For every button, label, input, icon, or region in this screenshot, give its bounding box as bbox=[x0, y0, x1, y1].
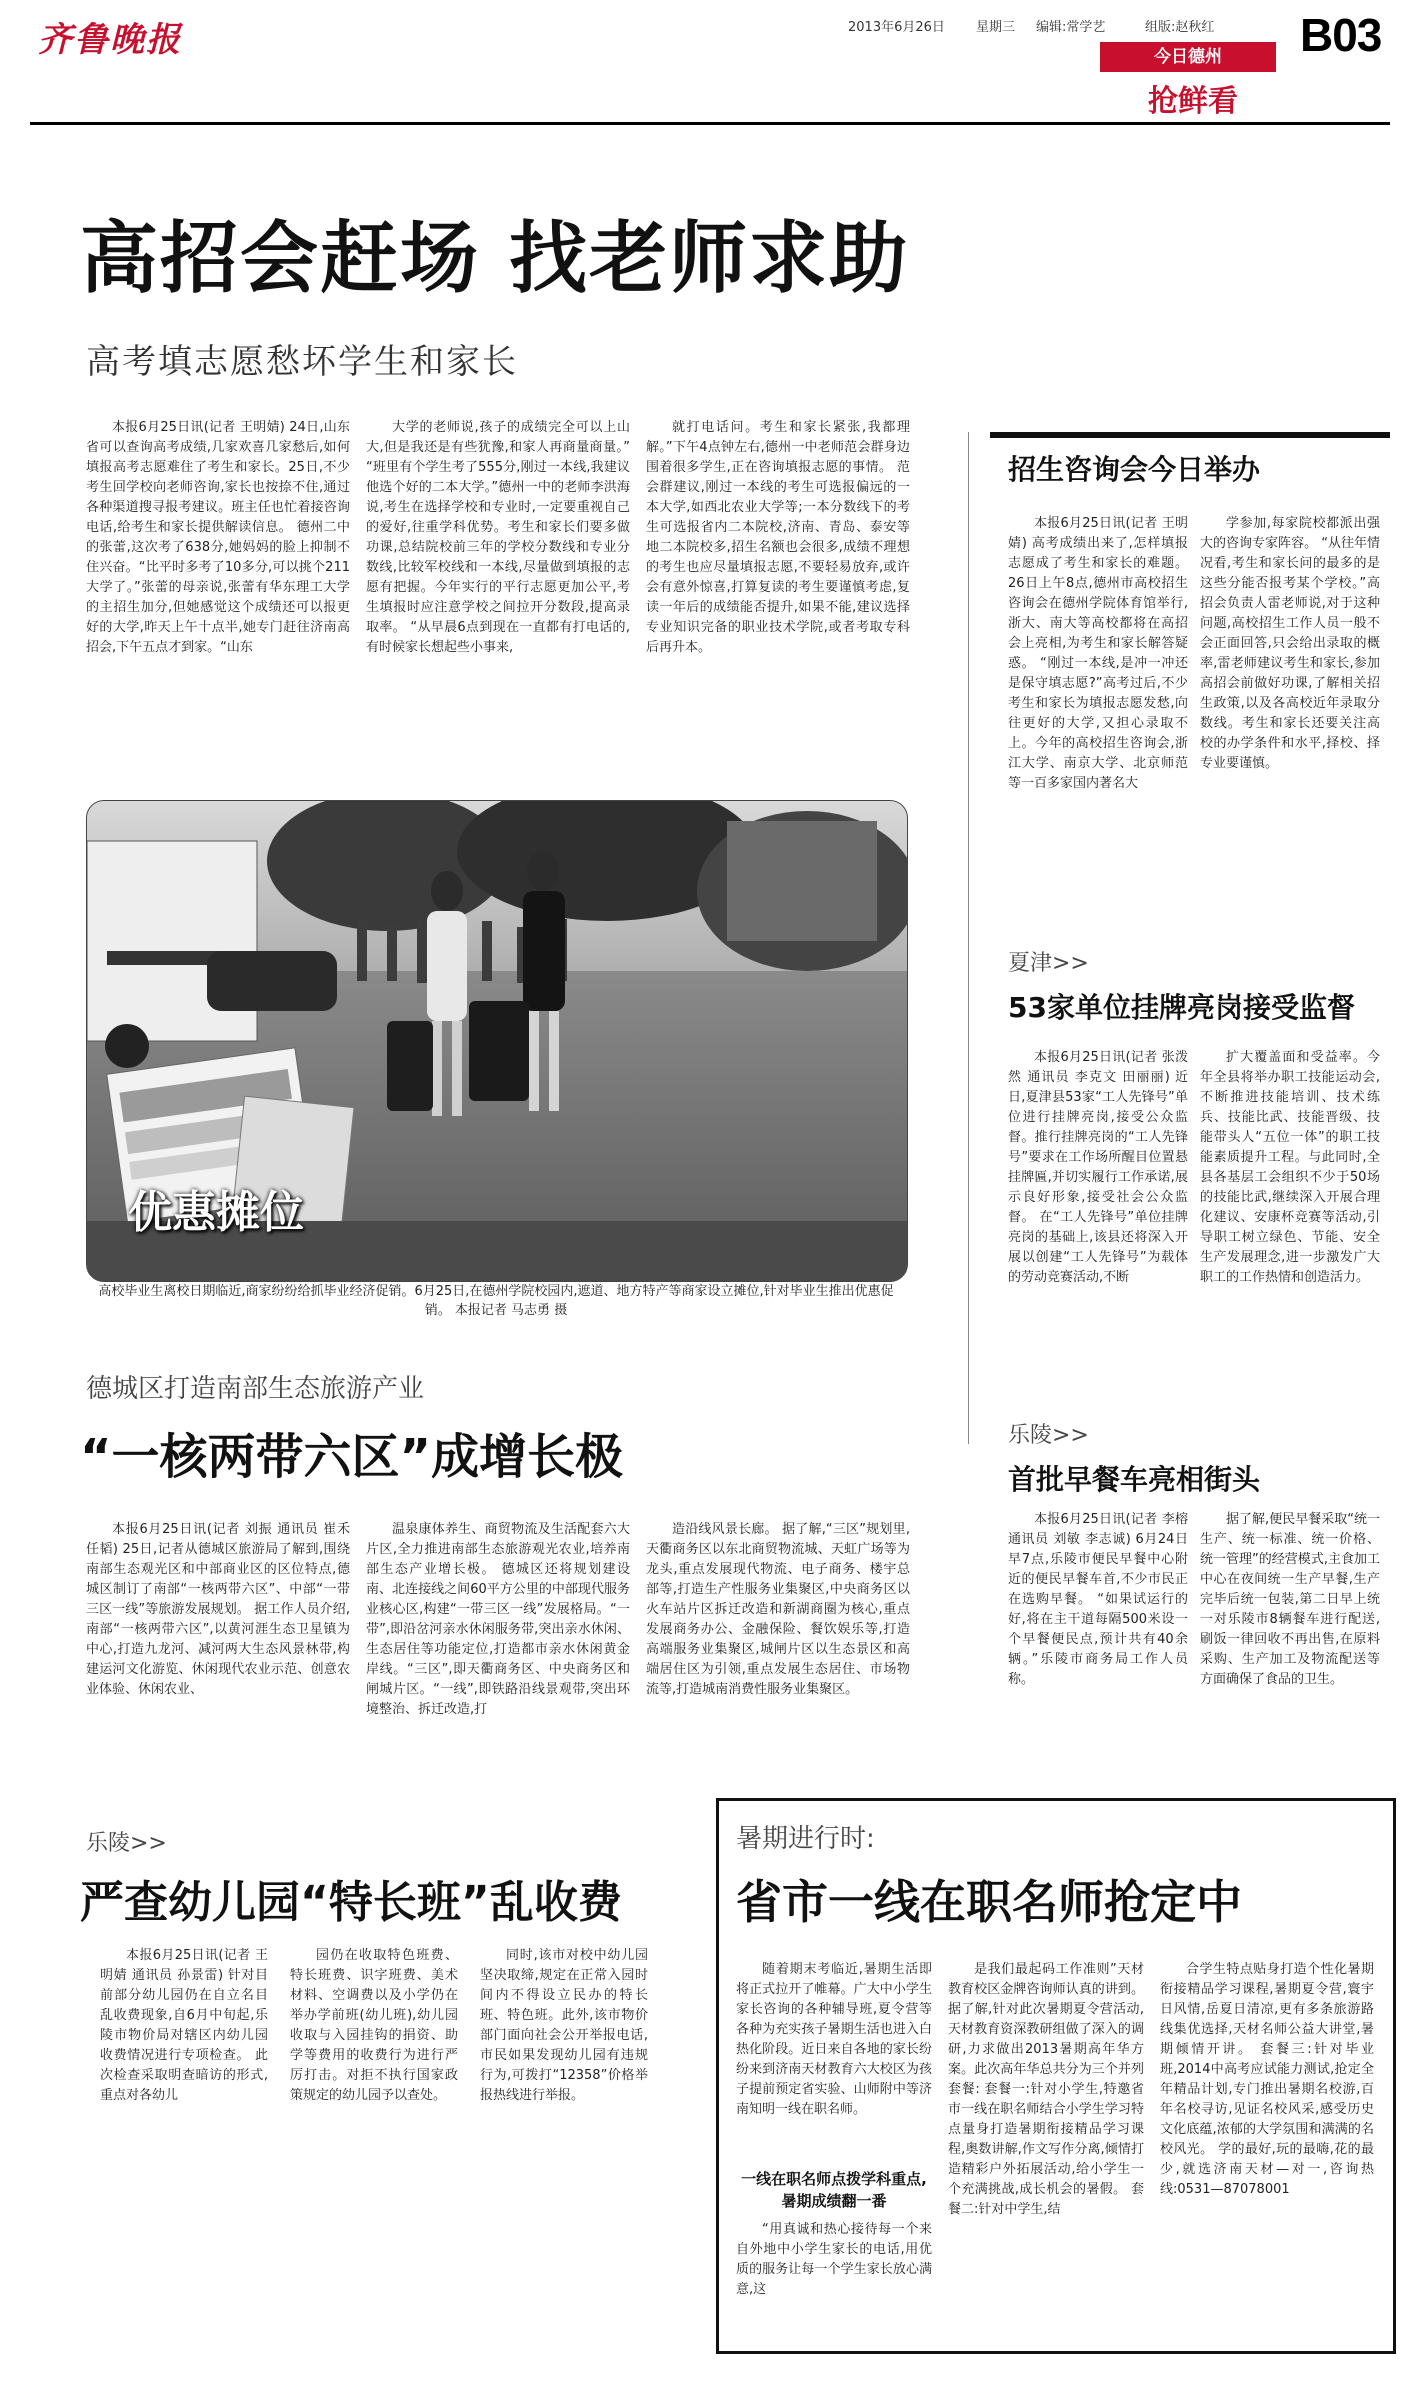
box-story-kicker: 暑期进行时: bbox=[736, 1824, 875, 1854]
section-name: 抢鲜看 bbox=[1148, 84, 1238, 119]
editor-credit: 编辑:常学艺 bbox=[1036, 20, 1106, 35]
sidebar-top-rule bbox=[990, 432, 1390, 438]
box-story-headline: 省市一线在职名师抢定中 bbox=[736, 1875, 1242, 1929]
story3-col-3: 同时,该市对校中幼儿园坚决取缔,规定在正常入园时间内不得设立民办的特长班、特色班。此外,该市物价部门面向社会公开举报电话,市民如果发现幼儿园有违规行为,可拨打“12358”价格举报热线进行举报。 bbox=[480, 1948, 648, 2103]
photo-caption: 高校毕业生离校日期临近,商家纷纷给抓毕业经济促销。6月25日,在德州学院校园内,遮道、地方特产等商家设立摊位,针对毕业生推出优惠促销。 本报记者 马志勇 摄 bbox=[98, 1284, 894, 1318]
story2-col-3: 造沿线风景长廊。 据了解,“三区”规划里,天衢商务区以东北商贸物流城、天虹广场等为龙头,重点发展现代物流、电子商务、楼宇总部等,打造生产性服务业集聚区,中央商务区以火车站片区拆迁改造和新湖商圈为核心,重点发展商务办公、金融保险、餐饮娱乐等,打造高端服务业集聚区,城闸片区以生态景区和高端居住区为引领,重点发展生态居住、市场物流等,打造城南消费性服务业集聚区。 bbox=[646, 1522, 910, 1697]
story2-kicker: 德城区打造南部生态旅游产业 bbox=[86, 1374, 425, 1404]
lead-headline: 高招会赶场 找老师求助 bbox=[80, 214, 910, 304]
story3-col-2: 园仍在收取特色班费、特长班费、识字班费、美术材料、空调费以及小学仍在举办学前班(幼儿班),幼儿园收取与入园挂钩的捐资、助学等费用的收费行为进行严厉打击。对拒不执行国家政策规定的幼儿园予以查处。 bbox=[290, 1948, 458, 2103]
sidebar1-headline: 招生咨询会今日举办 bbox=[1008, 453, 1261, 486]
sidebar2-col-2: 扩大覆盖面和受益率。今年全县将举办职工技能运动会,不断推进技能培训、技术练兵、技能比武、技能晋级、技能带头人“五位一体”的职工技能素质提升工程。与此同时,全县各基层工会组织不少于50场的技能比武,继续深入开展合理化建议、安康杯竞赛等活动,引导职工树立绿色、节能、安全生产发展理念,进一步激发广大职工的工作热情和创造活力。 bbox=[1200, 1050, 1380, 1285]
header-rule bbox=[30, 122, 1390, 125]
sidebar3-col-1: 本报6月25日讯(记者 李榕 通讯员 刘敏 李志诚) 6月24日早7点,乐陵市便民早餐中心附近的便民早餐车首,不少市民正在选购早餐。 “如果试运行的好,将在主干道每隔500米设一个早餐便民点,预计共有40余辆。”乐陵市商务局工作人员称。 bbox=[1008, 1512, 1188, 1687]
story3-col-1: 本报6月25日讯(记者 王明婧 通讯员 孙景雷) 针对目前部分幼儿园仍在自立名目乱收费现象,自6月中旬起,乐陵市物价局对辖区内幼儿园收费情况进行专项检查。 此次检查采取明查暗访的形式,重点对各幼儿 bbox=[100, 1948, 268, 2103]
lead-story-col-2: 大学的老师说,孩子的成绩完全可以上山大,但是我还是有些犹豫,和家人再商量商量。” “班里有个学生考了555分,刚过一本线,我建议他选个好的二本大学。”德州一中的老师李洪海说,考生在选择学校和专业时,一定要重视自己的爱好,往重学科优势。考生和家长们要多做功课,总结院校前三年的学校分数线和专业分数线,比较军校线和一本线,尽量做到填报的志愿有把握。今年实行的平行志愿更加公平,考生填报时应注意学校之间拉开分数段,提高录取率。 “从早晨6点到现在一直都有打电话的,有时候家长想起些小事来, bbox=[366, 420, 630, 655]
section-tag: 今日德州 bbox=[1100, 42, 1276, 72]
sidebar2-headline: 53家单位挂牌亮岗接受监督 bbox=[1008, 991, 1355, 1024]
sidebar3-headline: 首批早餐车亮相街头 bbox=[1008, 1463, 1261, 1496]
column-divider bbox=[968, 432, 969, 1444]
photo-stamp: 优惠摊位 bbox=[128, 1187, 304, 1238]
lead-subheadline: 高考填志愿愁坏学生和家长 bbox=[86, 342, 518, 382]
sidebar3-kicker: 乐陵>> bbox=[1008, 1423, 1089, 1448]
lead-story-col-3: 就打电话问。考生和家长紧张,我都理解。”下午4点钟左右,德州一中老师范会群身边围着很多学生,正在咨询填报志愿的事情。 范会群建议,刚过一本线的考生可选报偏远的一本大学,如西北农业大学等;一本分数线下的考生可选报省内二本院校,济南、青岛、泰安等地二本院校多,招生名额也会很多,成绩不理想的考生也应尽量填报志愿,不要轻易放弃,或许会有意外惊喜,打算复读的考生要谨慎考虑,复读一年后的成绩能否提升,如果不能,建议选择专业知识完备的职业技术学院,或者考取专科后再升本。 bbox=[646, 420, 910, 655]
box-story-col-2: 是我们最起码工作准则”天材教育校区金牌咨询师认真的讲到。据了解,针对此次暑期夏令营活动,天材教育资深教研组做了深入的调研,力求做出2013暑期高年华方案。此次高年华总共分为三个并列套餐: 套餐一:针对小学生,特邀省市一线在职名师结合小学生学习特点量身打造暑期衔接精品学习课程,奥数讲解,作文写作分离,倾情打造精彩户外拓展活动,给小学生一个充满挑战,成长机会的暑假。 套餐二:针对中学生,结 bbox=[948, 1962, 1144, 2217]
story3-headline: 严查幼儿园“特长班”乱收费 bbox=[80, 1877, 622, 1928]
box-story-subhead: 一线在职名师点拨学科重点,暑期成绩翻一番 bbox=[741, 2170, 927, 2210]
newspaper-logo: 齐鲁晚报 bbox=[38, 20, 182, 60]
story2-headline: “一核两带六区”成增长极 bbox=[80, 1429, 624, 1485]
sidebar2-kicker: 夏津>> bbox=[1008, 951, 1089, 976]
sidebar1-col-1: 本报6月25日讯(记者 王明婧) 高考成绩出来了,怎样填报志愿成了考生和家长的难题。26日上午8点,德州市高校招生咨询会在德州学院体育馆举行,浙大、南大等高校都将在高招会上亮相,为考生和家长解答疑惑。 “刚过一本线,是冲一冲还是保守填志愿?”高考过后,不少考生和家长为填报志愿发愁,向往更好的大学,又担心录取不上。今年的高校招生咨询会,浙江大学、南京大学、北京师范等一百多家国内著名大 bbox=[1008, 516, 1188, 791]
issue-date: 2013年6月26日 bbox=[848, 20, 945, 35]
story2-col-2: 温泉康体养生、商贸物流及生活配套六大片区,全力推进南部生态旅游观光农业,培养南部生态产业增长极。 德城区还将规划建设南、北连接线之间60平方公里的中部现代服务业核心区,构建“一带三区一线”发展格局。“一带”,即沿岔河亲水休闲服务带,突出亲水休闲、生态居住等功能定位,打造都市亲水休闲黄金岸线。“三区”,即天衢商务区、中央商务区和闸城片区。“一线”,即铁路沿线景观带,突出环境整治、拆迁改造,打 bbox=[366, 1522, 630, 1717]
lead-story-col-1: 本报6月25日讯(记者 王明婧) 24日,山东省可以查询高考成绩,几家欢喜几家愁后,如何填报高考志愿难住了考生和家长。25日,不少考生回学校向老师咨询,家长也按捺不住,通过各种渠道搜寻报考建议。班主任也忙着接咨询电话,给考生和家长提供解读信息。 德州二中的张蕾,这次考了638分,她妈妈的脸上抑制不住兴奋。“比平时多考了10多分,可以挑个211大学了。”张蕾的母亲说,张蕾有华东理工大学的主招生加分,但她感觉这个成绩还可以报更好的大学,昨天上午十点半,她专门赶往济南高招会,下午五点才到家。“山东 bbox=[86, 420, 350, 655]
sidebar2-col-1: 本报6月25日讯(记者 张泼然 通讯员 李克文 田丽丽) 近日,夏津县53家“工人先锋号”单位进行挂牌亮岗,接受公众监督。推行挂牌亮岗的“工人先锋号”要求在工作场所醒目位置悬挂牌匾,并切实履行工作承诺,展示良好形象,接受社会公众监督。 在“工人先锋号”单位挂牌亮岗的基础上,该县还将深入开展以创建“工人先锋号”为载体的劳动竞赛活动,不断 bbox=[1008, 1050, 1188, 1285]
issue-weekday: 星期三 bbox=[976, 20, 1016, 35]
page-number: B03 bbox=[1300, 9, 1382, 61]
sidebar3-col-2: 据了解,便民早餐采取“统一生产、统一标准、统一价格、统一管理”的经营模式,主食加工中心在夜间统一生产早餐,生产完毕后统一包装,第二日早上统一对乐陵市8辆餐车进行配送,刷饭一律回收不再出售,在原料采购、生产加工及物流配送等方面确保了食品的卫生。 bbox=[1200, 1512, 1380, 1687]
box-story-col-3: 合学生特点贴身打造个性化暑期衔接精品学习课程,暑期夏令营,寰宇日风情,岳夏日清凉,更有多条旅游路线集优选择,天材名师公益大讲堂,暑期倾情开讲。 套餐三:针对毕业班,2014中高考应试能力测试,抢定全年精品计划,专门推出暑期名校游,百年名校寻访,见证名校风采,感受历史文化底蕴,浓郁的大学氛围和满满的名校风光。 学的最好,玩的最嗨,花的最少,就选济南天材—对一,咨询热线:0531—87078001 bbox=[1160, 1962, 1374, 2197]
designer-credit: 组版:赵秋红 bbox=[1145, 20, 1215, 35]
box-story-col-1: 随着期末考临近,暑期生活即将正式拉开了帷幕。广大中小学生家长咨询的各种辅导班,夏令营等各种为充实孩子暑期生活也进入白热化阶段。近日来自各地的家长纷纷来到济南天材教育六大校区为孩子提前预定省实验、山师附中等济南知明一线在职名师。 一线在职名师点拨学科重点,暑期成绩翻一番 “用真诚和热心接待每一个来自外地中小学生家长的电话,用优质的服务让每一个学生家长放心满意,这 bbox=[736, 1962, 932, 2297]
story3-kicker: 乐陵>> bbox=[86, 1831, 167, 1856]
story2-col-1: 本报6月25日讯(记者 刘振 通讯员 崔禾 任韬) 25日,记者从德城区旅游局了解到,围绕南部生态观光区和中部商业区的区位特点,德城区制订了南部“一核两带六区”、中部“一带三区一线”等旅游发展规划。 据工作人员介绍,南部“一核两带六区”,以黄河涯生态卫星镇为中心,打造九龙河、减河两大生态风景林带,构建运河文化游览、休闲现代农业示范、创意农业体验、休闲农业、 bbox=[86, 1522, 350, 1697]
sidebar1-col-2: 学参加,每家院校都派出强大的咨询专家阵容。 “从往年情况看,考生和家长问的最多的是这些分能否报考某个学校。”高招会负责人雷老师说,对于这种问题,高校招生工作人员一般不会正面回答,只会给出录取的概率,雷老师建议考生和家长,参加高招会前做好功课,了解相关招生政策,以及各高校近年录取分数线。考生和家长还要关注高校的办学条件和水平,择校、择专业要谨慎。 bbox=[1200, 516, 1380, 771]
